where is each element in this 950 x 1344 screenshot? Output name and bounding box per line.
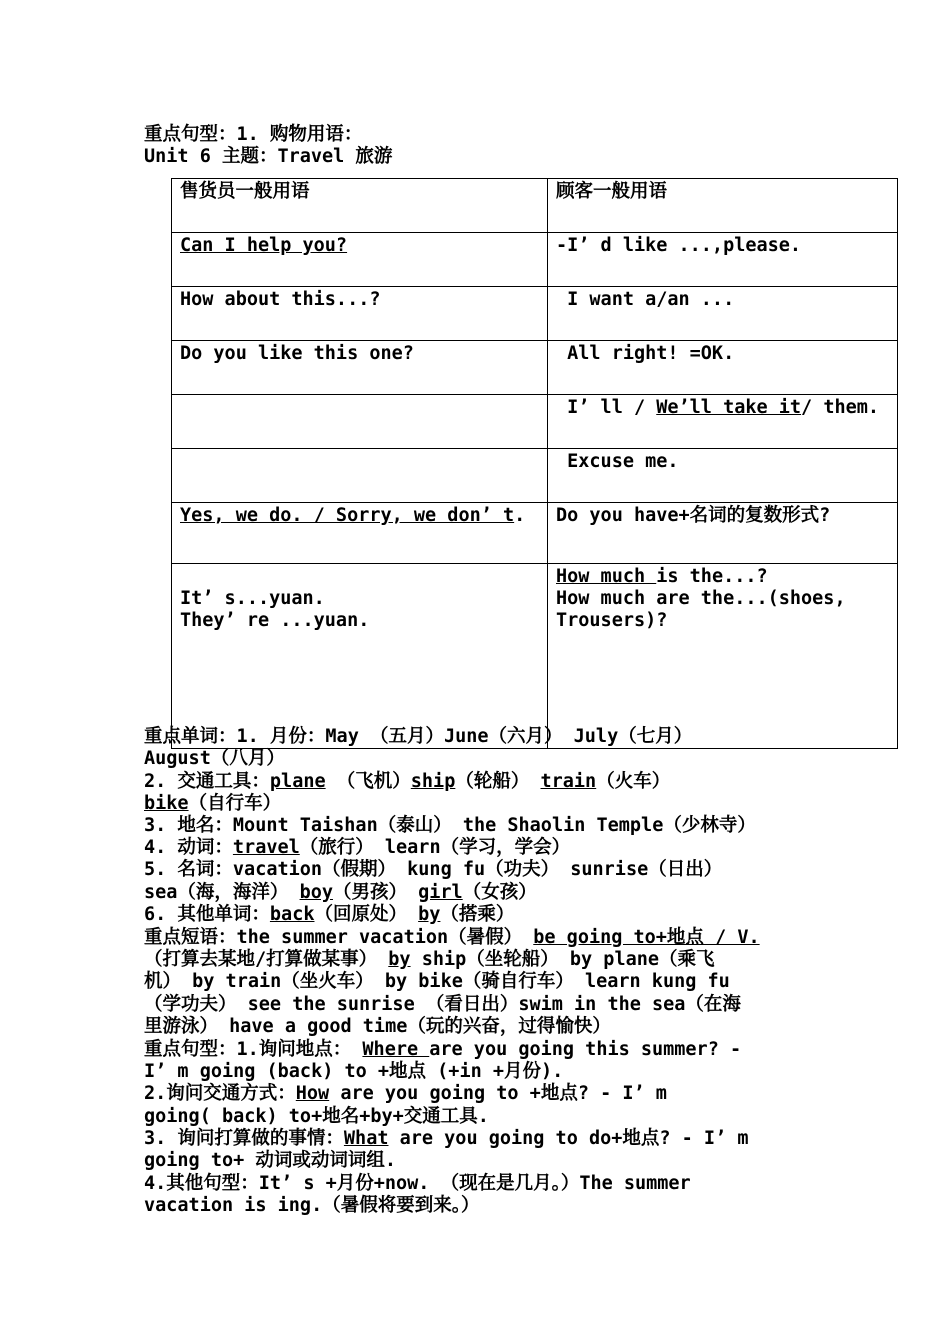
vocab-transport: 2. 交通工具：plane （飞机）ship（轮船） train（火车）	[144, 771, 671, 792]
phrases-line: （打算去某地/打算做某事） by ship（坐轮船） by plane（乘飞	[144, 949, 715, 970]
clerk-cell: Yes, we do. / Sorry, we don’ t.	[172, 503, 548, 564]
customer-cell: I’ ll / We’ll take it/ them.	[548, 395, 898, 449]
header-clerk: 售货员一般用语	[172, 179, 548, 233]
phrases-line: 重点短语：the summer vacation（暑假） be going to+地点 / V.	[144, 927, 760, 948]
title-heading: 重点句型：1. 购物用语：	[144, 124, 363, 145]
customer-cell: All right! =OK.	[548, 341, 898, 395]
table-row	[172, 395, 898, 449]
customer-cell: -I’ d like ...,please.	[548, 233, 898, 287]
clerk-cell	[172, 395, 548, 449]
table-row	[172, 564, 898, 749]
sentence-line: 3. 询问打算做的事情：What are you going to do+地点? - I’ m	[144, 1128, 749, 1149]
sentence-line: 重点句型：1.询问地点： Where are you going this summer? -	[144, 1039, 742, 1060]
unit-heading: Unit 6 主题：Travel 旅游	[144, 146, 393, 167]
vocab-places: 3. 地名：Mount Taishan（泰山） the Shaolin Temple（少林寺）	[144, 815, 756, 836]
table-row	[172, 449, 898, 503]
sentence-line: going to+ 动词或动词词组.	[144, 1150, 397, 1171]
clerk-cell: How about this...?	[172, 287, 548, 341]
phrases-line: 里游泳） have a good time（玩的兴奋，过得愉快）	[144, 1016, 611, 1037]
shopping-phrases-table	[171, 178, 898, 749]
customer-cell: Excuse me.	[548, 449, 898, 503]
sentence-line: going( back) to+地名+by+交通工具.	[144, 1106, 489, 1127]
vocab-verbs: 4. 动词：travel（旅行） learn（学习，学会）	[144, 837, 571, 858]
customer-cell: Do you have+名词的复数形式?	[548, 503, 898, 564]
table-row	[172, 503, 898, 564]
clerk-cell: It’ s...yuan. They’ re ...yuan.	[172, 564, 548, 749]
sentence-line: 2.询问交通方式：How are you going to +地点? - I’ m	[144, 1083, 667, 1104]
sentence-line: 4.其他句型：It’ s +月份+now. （现在是几月。）The summer	[144, 1173, 691, 1194]
table-row	[172, 179, 898, 233]
vocab-months-cont: August（八月）	[144, 748, 285, 769]
vocab-other: 6. 其他单词：back（回原处） by（搭乘）	[144, 904, 515, 925]
vocab-transport-cont: bike（自行车）	[144, 793, 282, 814]
phrases-line: （学功夫） see the sunrise （看日出）swim in the sea（在海	[144, 994, 741, 1015]
table-row	[172, 233, 898, 287]
vocab-nouns-cont: sea（海，海洋） boy（男孩） girl（女孩）	[144, 882, 537, 903]
phrases-line: 机） by train（坐火车） by bike（骑自行车） learn kung fu	[144, 971, 730, 992]
customer-cell: I want a/an ...	[548, 287, 898, 341]
table-row	[172, 287, 898, 341]
sentence-line: I’ m going (back) to +地点 (+in +月份).	[144, 1061, 564, 1082]
sentence-line: vacation is ing.（暑假将要到来。）	[144, 1195, 480, 1216]
customer-cell: How much is the...? How much are the...(shoes, Trousers)?	[548, 564, 898, 749]
clerk-cell: Can I help you?	[172, 233, 548, 287]
vocab-nouns: 5. 名词：vacation（假期） kung fu（功夫） sunrise（日出）	[144, 859, 723, 880]
clerk-cell	[172, 449, 548, 503]
header-customer: 顾客一般用语	[548, 179, 898, 233]
table-row	[172, 341, 898, 395]
clerk-cell: Do you like this one?	[172, 341, 548, 395]
vocab-months: 重点单词：1. 月份：May （五月）June（六月） July（七月）	[144, 726, 693, 747]
